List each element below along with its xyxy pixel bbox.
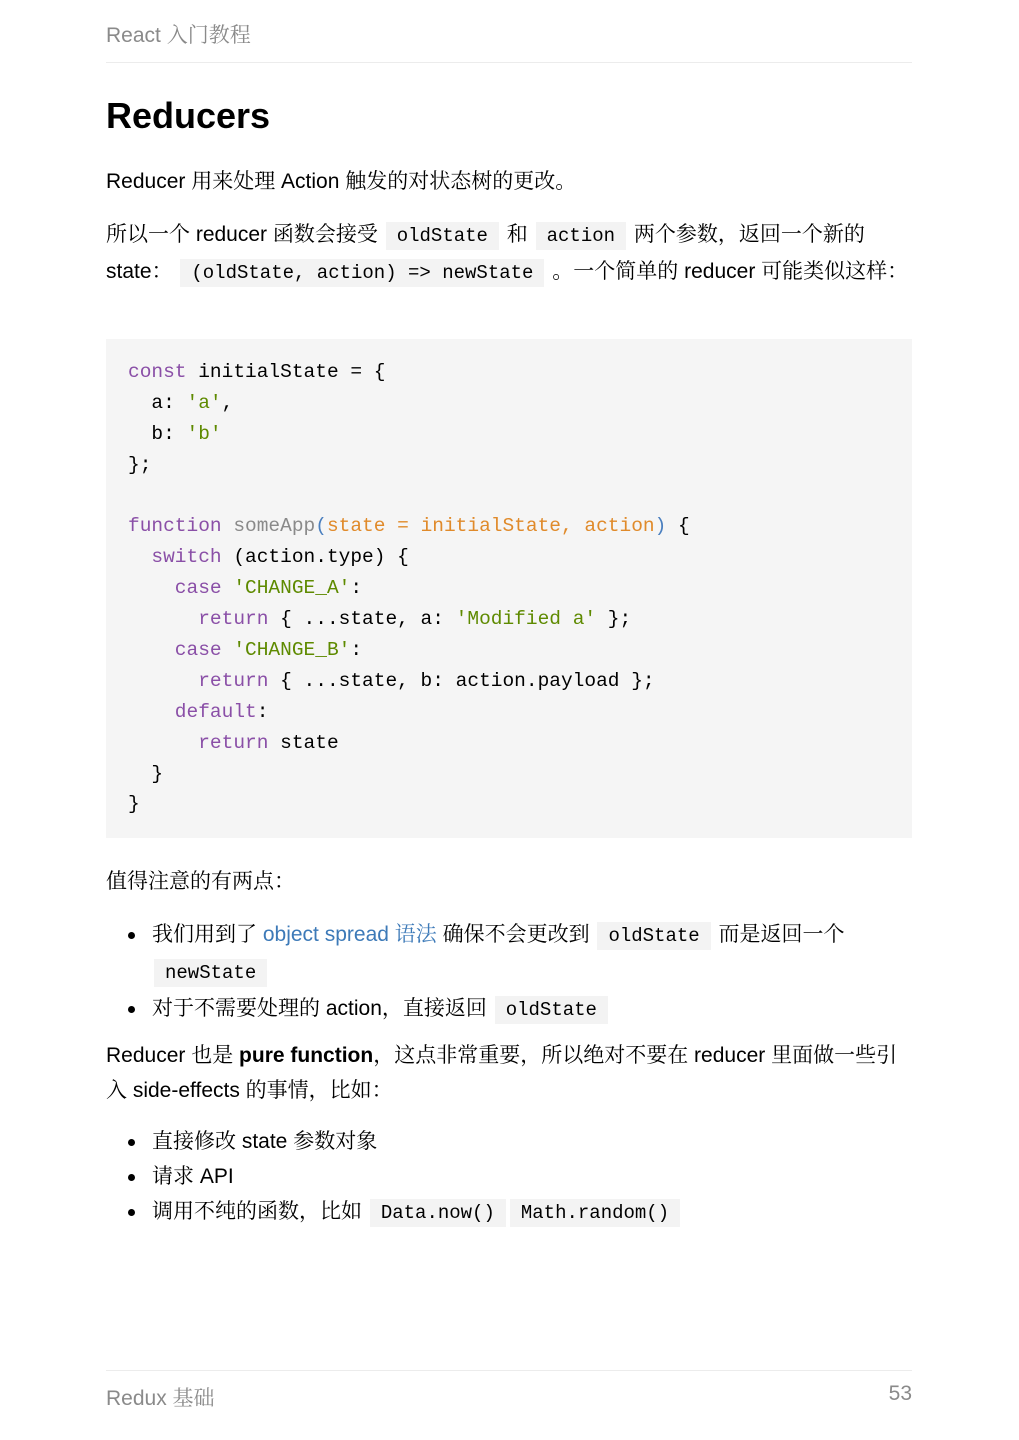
inline-code-oldstate: oldState	[386, 222, 499, 250]
bullet-icon	[128, 1006, 135, 1013]
list-item	[106, 917, 912, 991]
code-line	[128, 728, 890, 759]
code-text: ,	[221, 391, 234, 414]
keyword: case	[128, 639, 222, 662]
code-text: }	[128, 762, 164, 785]
bullet-icon	[128, 1139, 135, 1146]
code-text: b:	[128, 422, 187, 445]
code-text: :	[350, 577, 363, 600]
text: 和	[500, 223, 534, 246]
list-item	[106, 1159, 912, 1194]
code-text: :	[256, 700, 269, 723]
text: Reducer 也是	[106, 1044, 240, 1067]
paren: )	[654, 515, 667, 538]
code-text: {	[666, 515, 690, 538]
inline-code-action: action	[536, 222, 626, 250]
code-text: (action.type) {	[221, 546, 409, 569]
inline-code-newstate: newState	[154, 959, 267, 987]
object-spread-link[interactable]: object spread 语法	[262, 923, 437, 946]
code-text: };	[128, 453, 152, 476]
code-text: { ...state, b: action.payload };	[268, 669, 655, 692]
list-item	[106, 1124, 912, 1159]
keyword: return	[128, 731, 269, 754]
text: 我们用到了	[152, 923, 263, 946]
list-item	[106, 1194, 912, 1231]
footer-divider	[106, 1370, 912, 1371]
string: 'CHANGE_A'	[221, 577, 351, 600]
keyword: return	[128, 669, 269, 692]
keyword: return	[128, 608, 269, 631]
intro-paragraph: Reducer 用来处理 Action 触发的对状态树的更改。	[106, 170, 577, 193]
string: 'Modified a'	[455, 608, 597, 631]
code-block	[106, 339, 912, 838]
inline-code-date-now: Data.now()	[370, 1199, 506, 1227]
footer-section-name: Redux 基础	[106, 1387, 215, 1410]
code-line	[128, 573, 890, 604]
code-text: a:	[128, 391, 187, 414]
inline-code-math-random: Math.random()	[510, 1199, 680, 1227]
code-line	[128, 542, 890, 573]
keyword: function	[128, 515, 222, 538]
side-effects-list	[106, 1124, 912, 1231]
code-line	[128, 666, 890, 697]
bullet-icon	[128, 1174, 135, 1181]
code-text: state	[268, 731, 339, 754]
keyword: case	[128, 577, 222, 600]
list-item	[106, 991, 912, 1028]
code-text: };	[596, 608, 632, 631]
section-title: Reducers	[106, 95, 271, 136]
code-text: initialState = {	[186, 361, 386, 383]
notes-list	[106, 917, 912, 1028]
inline-code-signature: (oldState, action) => newState	[180, 259, 544, 287]
pure-function-paragraph	[106, 1038, 912, 1108]
reducer-description-paragraph	[106, 217, 912, 291]
inline-code-oldstate: oldState	[597, 922, 710, 950]
string: 'b'	[186, 422, 222, 445]
keyword: switch	[128, 546, 222, 569]
code-text: :	[350, 639, 363, 662]
code-line	[128, 759, 890, 790]
code-line	[128, 789, 890, 820]
text: 直接修改 state 参数对象	[152, 1130, 378, 1153]
string: 'CHANGE_B'	[221, 639, 351, 662]
text: 两个参数，返回一个新的 state：	[106, 223, 865, 283]
inline-code-oldstate: oldState	[495, 996, 608, 1024]
code-line	[128, 635, 890, 666]
text: 确保不会更改到	[436, 923, 596, 946]
code-line	[128, 697, 890, 728]
code-line	[128, 388, 890, 419]
page-number: 53	[888, 1382, 912, 1405]
paren: (	[315, 515, 327, 538]
code-line	[128, 357, 890, 388]
text: 调用不纯的函数，比如	[152, 1200, 368, 1223]
code-text: }	[128, 793, 140, 816]
keyword: default	[128, 700, 257, 723]
text: 请求 API	[152, 1165, 234, 1188]
code-line	[128, 604, 890, 635]
string: 'a'	[186, 391, 222, 414]
code-line-blank	[128, 481, 890, 512]
text: 对于不需要处理的 action，直接返回	[152, 997, 493, 1020]
bullet-icon	[128, 932, 135, 939]
running-header: React 入门教程	[106, 22, 912, 63]
text: 。一个简单的 reducer 可能类似这样：	[546, 260, 909, 283]
code-text: { ...state, a:	[268, 608, 456, 631]
code-line	[128, 419, 890, 450]
text: ，这点非常重要，所以绝对不要在 reducer 里面做一些引入 side-effects 的事情，比如：	[106, 1044, 898, 1102]
text: 所以一个 reducer 函数会接受	[106, 223, 384, 246]
code-line	[128, 450, 890, 481]
bullet-icon	[128, 1209, 135, 1216]
function-name: someApp	[221, 515, 316, 538]
params: state = initialState, action	[326, 515, 655, 538]
keyword: const	[128, 361, 187, 383]
code-line	[128, 511, 890, 542]
bold-term: pure function	[239, 1044, 374, 1067]
notes-heading: 值得注意的有两点：	[106, 870, 295, 893]
text: 而是返回一个	[712, 923, 845, 946]
